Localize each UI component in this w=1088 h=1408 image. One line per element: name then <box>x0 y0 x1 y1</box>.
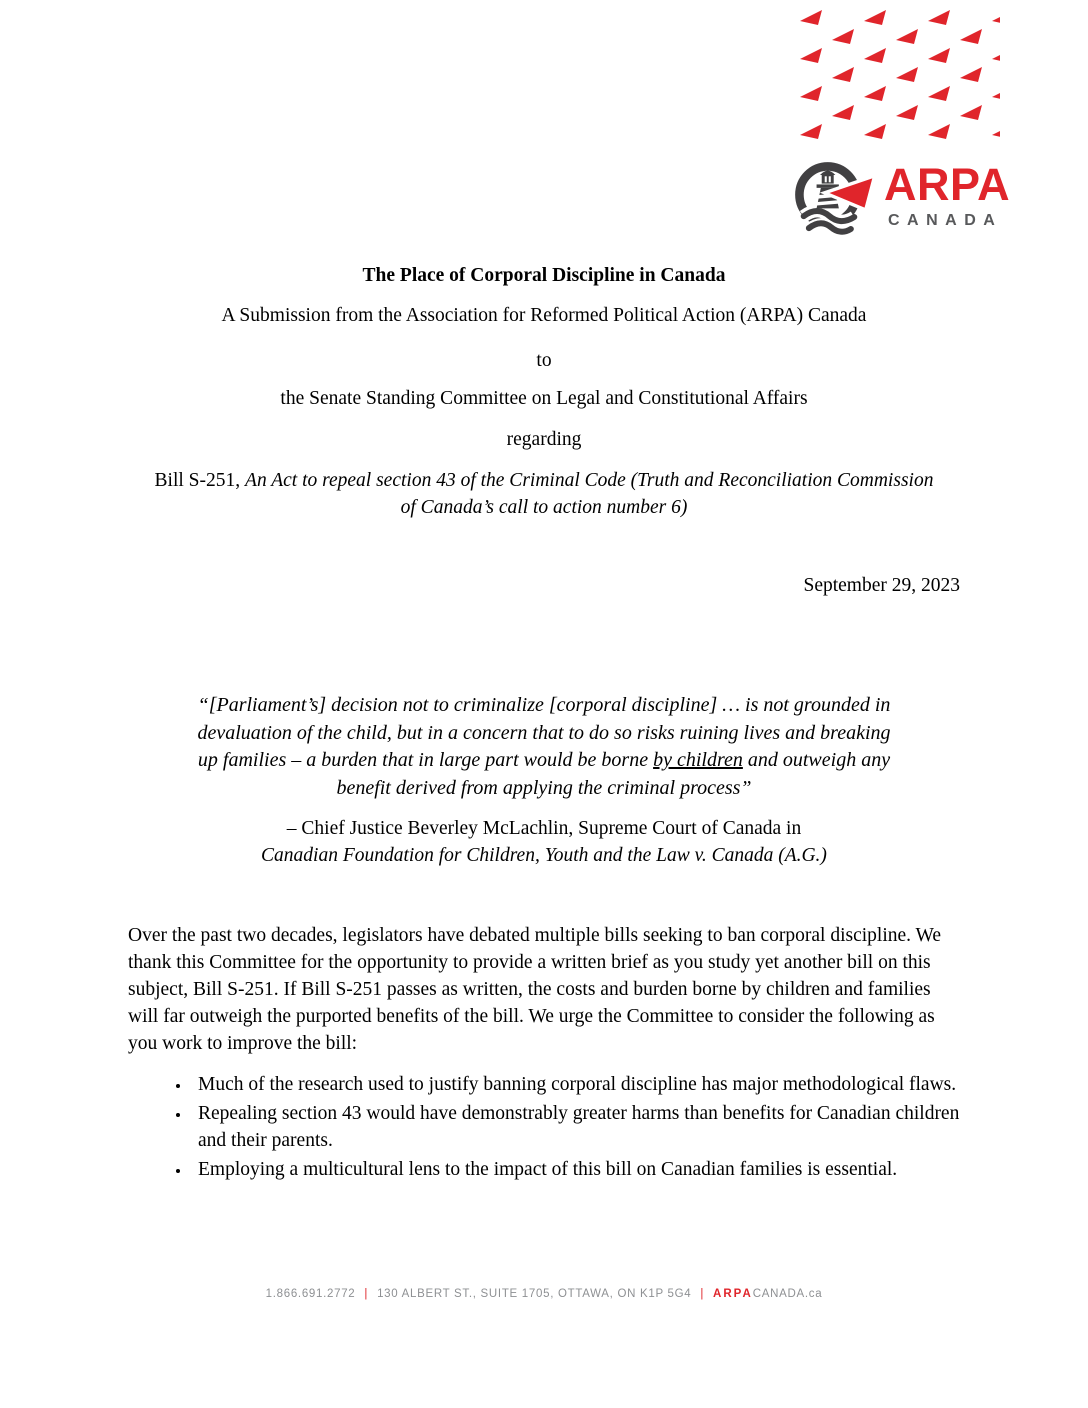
footer-separator: | <box>364 1288 369 1300</box>
page-footer <box>0 1288 1088 1300</box>
quote-part2: and outweigh any benefit derived from applying the criminal process” <box>336 749 891 799</box>
document-title: The Place of Corporal Discipline in Canada <box>362 265 726 286</box>
arpa-brand-block <box>798 8 1011 244</box>
footer-phone: 1.866.691.2772 <box>265 1288 356 1300</box>
to-line: to <box>536 350 552 371</box>
bullet-item: • Repealing section 43 would have demonstrably greater harms than benefits for Canadian children and their parents. <box>191 1100 960 1154</box>
footer-website-brand: ARPA <box>713 1288 753 1300</box>
committee-line: the Senate Standing Committee on Legal and Constitutional Affairs <box>280 388 808 409</box>
arpa-wordmark-block <box>884 154 1010 230</box>
quote-attribution: – Chief Justice Beverley McLachlin, Supreme Court of Canada in <box>286 818 802 839</box>
quote-part1: “[Parliament’s] decision not to criminalize [corporal discipline] … is not grounded in devaluation of the child, but in a concern that to do so risks ruining lives and breaking up families – a burden that in large part would be borne <box>197 694 891 771</box>
regarding-line: regarding <box>506 429 582 450</box>
lighthouse-icon <box>790 154 886 244</box>
quote-underlined-phrase: by children <box>653 749 743 771</box>
key-points-list <box>128 1071 960 1183</box>
footer-website-rest: CANADA.ca <box>752 1288 823 1300</box>
bill-reference <box>149 467 939 521</box>
submission-line: A Submission from the Association for Reformed Political Action (ARPA) Canada <box>221 305 867 326</box>
bullet-item: • Employing a multicultural lens to the impact of this bill on Canadian families is essential. <box>191 1156 960 1183</box>
footer-address: 130 ALBERT ST., SUITE 1705, OTTAWA, ON K1P 5G4 <box>377 1288 692 1300</box>
bill-number: Bill S-251, <box>154 470 246 491</box>
canada-wordmark: CANADA <box>888 212 1003 229</box>
arpa-logo-row <box>798 154 1011 244</box>
bill-long-title: An Act to repeal section 43 of the Criminal Code (Truth and Reconciliation Commission of Canada’s call to action number 6) <box>245 470 934 518</box>
footer-separator: | <box>700 1288 705 1300</box>
arpa-wordmark: ARPA <box>884 159 1011 210</box>
triangle-pattern-icon <box>798 8 1000 140</box>
date-line: September 29, 2023 <box>803 575 960 596</box>
intro-paragraph: Over the past two decades, legislators have debated multiple bills seeking to ban corporal discipline. We thank this Committee for the opportunity to provide a written brief as you study yet another bill on this subject, Bill S-251. If Bill S-251 passes as written, the costs and burden borne by children and families will far outweigh the purported benefits of the bill. We urge the Committee to consider the following as you work to improve the bill: <box>128 925 942 1054</box>
case-citation: Canadian Foundation for Children, Youth and the Law v. Canada (A.G.) <box>261 845 827 866</box>
bullet-item: • Much of the research used to justify banning corporal discipline has major methodological flaws. <box>191 1071 960 1098</box>
pull-quote <box>191 692 897 802</box>
